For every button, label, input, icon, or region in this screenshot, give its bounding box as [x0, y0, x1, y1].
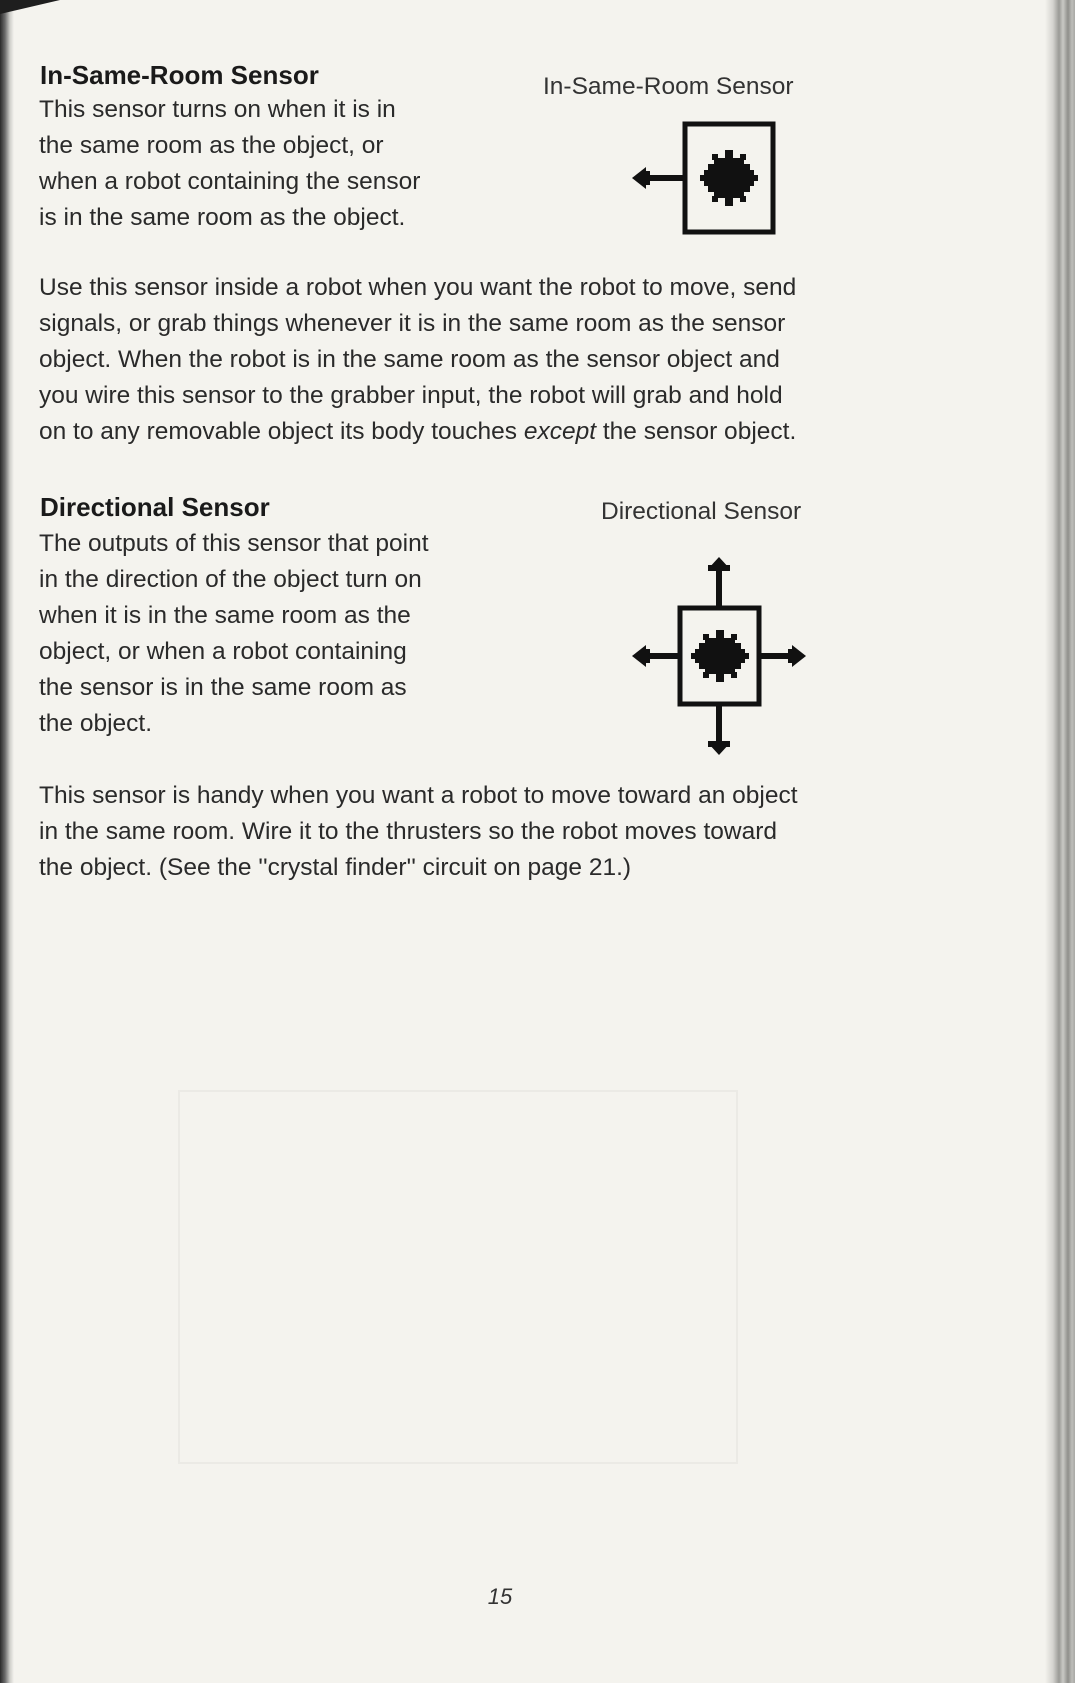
page-number: 15 — [487, 1584, 513, 1609]
body-line: the object. (See the ''crystal finder'' circuit on page 21.) — [39, 854, 632, 881]
in-same-room-sensor-icon — [628, 120, 778, 245]
page-left-edge — [0, 0, 14, 1683]
section-heading-directional: Directional Sensor — [40, 492, 270, 522]
body-line: signals, or grab things whenever it is in the same room as the sensor — [39, 310, 786, 337]
description-line: This sensor turns on when it is in — [39, 96, 396, 123]
page-corner — [0, 0, 60, 14]
directional-description — [39, 526, 429, 742]
description-line: The outputs of this sensor that point — [39, 530, 429, 557]
body-line: Use this sensor inside a robot when you want the robot to move, send — [39, 274, 797, 301]
directional-sensor-icon — [628, 555, 808, 765]
body-line: This sensor is handy when you want a robot to move toward an object — [39, 782, 798, 809]
figure-caption-in-same-room: In-Same-Room Sensor — [543, 73, 794, 100]
description-line: when a robot containing the sensor — [39, 168, 421, 195]
emphasized-word: except — [523, 418, 597, 445]
page-right-edge — [1045, 0, 1075, 1683]
directional-body — [39, 778, 798, 886]
figure-caption-directional: Directional Sensor — [601, 498, 802, 525]
body-line: object. When the robot is in the same room as the sensor object and — [39, 346, 780, 373]
description-line: in the direction of the object turn on — [39, 566, 422, 593]
description-line: the same room as the object, or — [39, 132, 384, 159]
description-line: the sensor is in the same room as — [39, 674, 407, 701]
section-heading-in-same-room: In-Same-Room Sensor — [40, 60, 319, 90]
body-text: the sensor object. — [596, 418, 797, 445]
in-same-room-body — [39, 270, 796, 450]
description-line: object, or when a robot containing — [39, 638, 407, 665]
body-line: in the same room. Wire it to the thrusters so the robot moves toward — [39, 818, 778, 845]
description-line: when it is in the same room as the — [39, 602, 411, 629]
body-line: you wire this sensor to the grabber input, the robot will grab and hold — [39, 382, 783, 409]
body-text: on to any removable object its body touches — [39, 418, 524, 445]
in-same-room-description — [39, 92, 420, 236]
body-line-last — [39, 414, 796, 450]
reverse-side-showthrough — [178, 1090, 738, 1464]
description-line: is in the same room as the object. — [39, 204, 406, 231]
description-line: the object. — [39, 710, 153, 737]
